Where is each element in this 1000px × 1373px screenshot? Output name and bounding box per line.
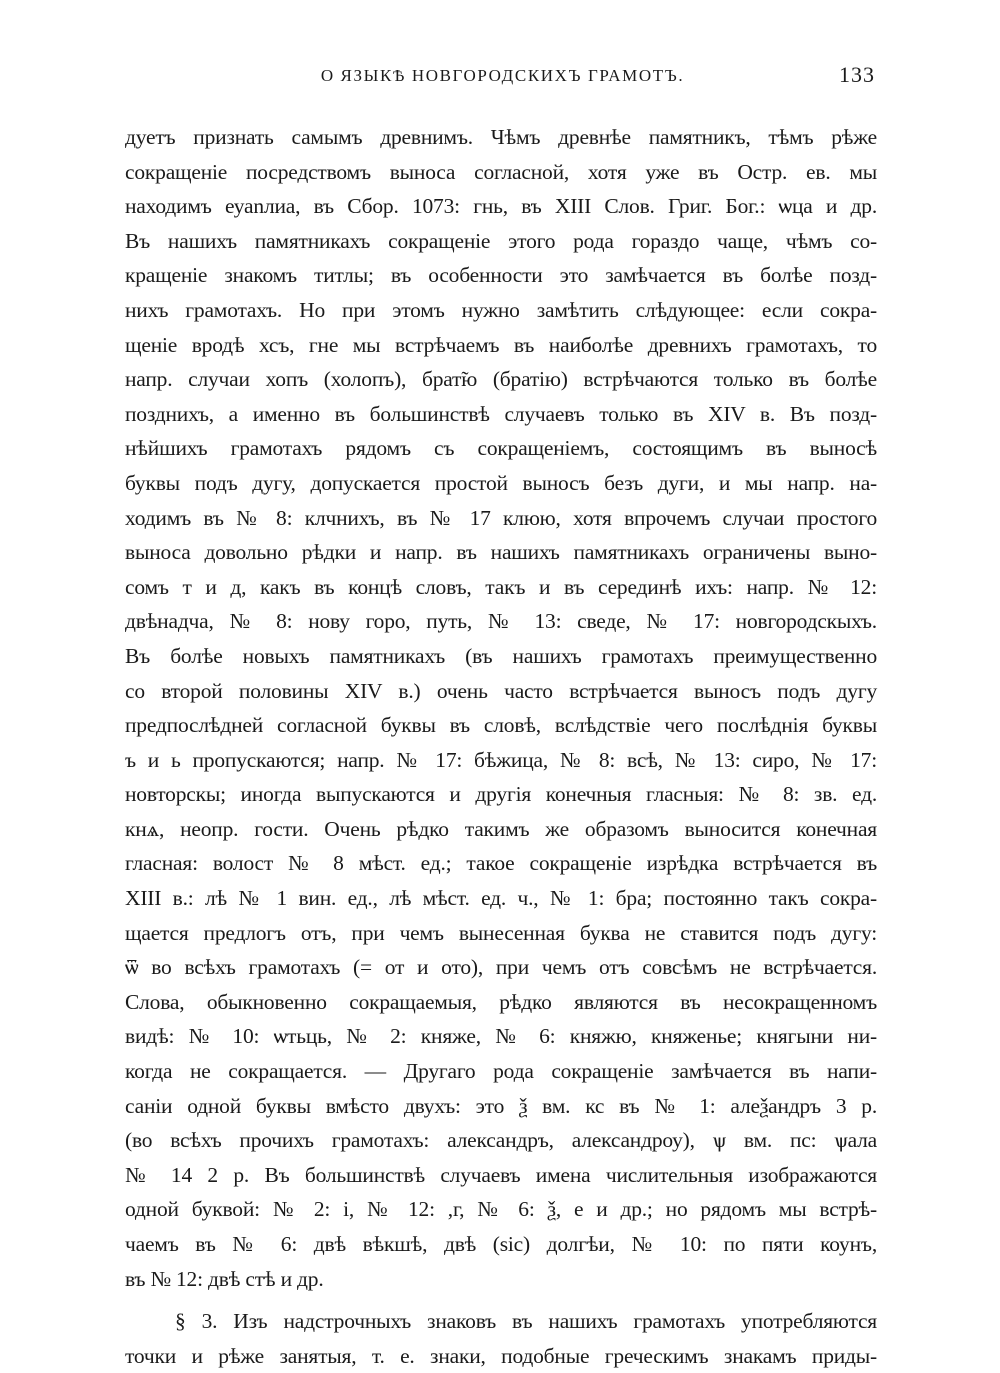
text-line: Въ болѣе новыхъ памятникахъ (въ нашихъ грамотахъ преимущественно bbox=[125, 643, 877, 668]
text-line: видѣ: № 10: ѡтьць, № 2: княже, № 6: княжю, княженье; княгыни ни- bbox=[125, 1024, 877, 1049]
text-line: ѿ во всѣхъ грамотахъ (= от и ото), при чемъ отъ совсѣмъ не встрѣчается. bbox=[125, 955, 877, 980]
text-line: новторскы; иногда выпускаются и другія конечныя гласныя: № 8: зв. ед. bbox=[125, 782, 877, 807]
text-line: точки и рѣже занятыя, т. е. знаки, подобные греческимъ знакамъ приды- bbox=[125, 1343, 877, 1368]
text-line: сокращеніе посредствомъ выноса согласной, хотя уже въ Остр. ев. мы bbox=[125, 159, 877, 184]
text-line: саніи одной буквы вмѣсто двухъ: это ѯ вм. кс въ № 1: алеѯандръ 3 р. bbox=[125, 1093, 877, 1118]
body-text bbox=[125, 120, 877, 1373]
paragraph-section-3 bbox=[125, 1304, 877, 1373]
text-line: № 14 2 р. Въ большинствѣ случаевъ имена числительныя изображаются bbox=[125, 1162, 877, 1187]
text-line: кращеніе знакомъ титлы; въ особенности это замѣчается въ болѣе позд- bbox=[125, 263, 877, 288]
text-line: въ № 12: двѣ стѣ и др. bbox=[125, 1266, 324, 1291]
text-line: выноса довольно рѣдки и напр. въ нашихъ памятникахъ ограничены выно- bbox=[125, 540, 877, 565]
text-line: ъ и ь пропускаются; напр. № 17: бѣжица, № 8: всѣ, № 13: сиро, № 17: bbox=[125, 747, 877, 772]
text-line: двѣнадча, № 8: нову горо, путь, № 13: сведе, № 17: новгородскыхъ. bbox=[125, 609, 877, 634]
text-line: дуетъ признать самымъ древнимъ. Чѣмъ древнѣе памятникъ, тѣмъ рѣже bbox=[125, 125, 877, 149]
text-line: § 3. Изъ надстрочныхъ знаковъ въ нашихъ грамотахъ употребляются bbox=[175, 1309, 877, 1334]
text-line: позднихъ, а именно въ большинствѣ случаевъ только въ XIV в. Въ позд- bbox=[125, 401, 877, 426]
text-line: ходимъ въ № 8: клчнихъ, въ № 17 клюю, хотя впрочемъ случаи простого bbox=[125, 505, 877, 530]
text-line: (во всѣхъ прочихъ грамотахъ: александръ, александроу), ѱ вм. пс: ѱала bbox=[125, 1128, 877, 1153]
text-line: одной буквой: № 2: і, № 12: ,г, № 6: ѯ, е и др.; но рядомъ мы встрѣ- bbox=[125, 1197, 877, 1222]
running-title: О ЯЗЫКѢ НОВГОРОДСКИХЪ ГРАМОТЪ. bbox=[320, 66, 685, 85]
text-line: XIII в.: лѣ № 1 вин. ед., лѣ мѣст. ед. ч., № 1: бра; постоянно такъ сокра- bbox=[125, 886, 877, 911]
text-line: щается предлогъ отъ, при чемъ вынесенная буква не ставится подъ дугу: bbox=[125, 920, 877, 945]
text-line: находимъ еуаnлиа, въ Сбор. 1073: гнь, въ XIII Слов. Григ. Бог.: ѡца и др. bbox=[125, 194, 877, 219]
text-line: кнѧ, неопр. гости. Очень рѣдко такимъ же образомъ выносится конечная bbox=[125, 816, 877, 841]
text-line: буквы подъ дугу, допускается простой выносъ безъ дуги, и мы напр. на- bbox=[125, 470, 877, 495]
text-line: Въ нашихъ памятникахъ сокращеніе этого рода гораздо чаще, чѣмъ со- bbox=[125, 228, 877, 253]
text-line: щеніе вродѣ хсъ, гне мы встрѣчаемъ въ наиболѣе древнихъ грамотахъ, то bbox=[125, 332, 877, 357]
paragraph bbox=[125, 120, 877, 1296]
text-line: предпослѣдней согласной буквы въ словѣ, вслѣдствіе чего послѣднія буквы bbox=[125, 713, 877, 738]
text-line: нѣйшихъ грамотахъ рядомъ съ сокращеніемъ, состоящимъ въ выносѣ bbox=[125, 436, 877, 461]
text-line: нихъ грамотахъ. Но при этомъ нужно замѣтить слѣдующее: если сокра- bbox=[125, 297, 877, 322]
section-gap bbox=[125, 1296, 877, 1304]
running-head bbox=[130, 62, 875, 96]
text-line: Слова, обыкновенно сокращаемыя, рѣдко являются въ несокращенномъ bbox=[125, 989, 877, 1014]
text-line: со второй половины XIV в.) очень часто встрѣчается выносъ подъ дугу bbox=[125, 678, 877, 703]
text-line: чаемъ въ № 6: двѣ вѣкшѣ, двѣ (sic) долгѣи, № 10: по пяти коунъ, bbox=[125, 1232, 877, 1256]
page-number: 133 bbox=[839, 62, 875, 87]
text-line: сомъ т и д, какъ въ концѣ словъ, такъ и въ серединѣ ихъ: напр. № 12: bbox=[125, 574, 877, 599]
text-line: гласная: волост № 8 мѣст. ед.; такое сокращеніе изрѣдка встрѣчается въ bbox=[125, 851, 877, 876]
text-line: когда не сокращается. — Другаго рода сокращеніе замѣчается въ напи- bbox=[125, 1059, 877, 1084]
text-line: напр. случаи хопъ (холопъ), брат̃ю (братію) встрѣчаются только въ болѣе bbox=[125, 367, 877, 392]
